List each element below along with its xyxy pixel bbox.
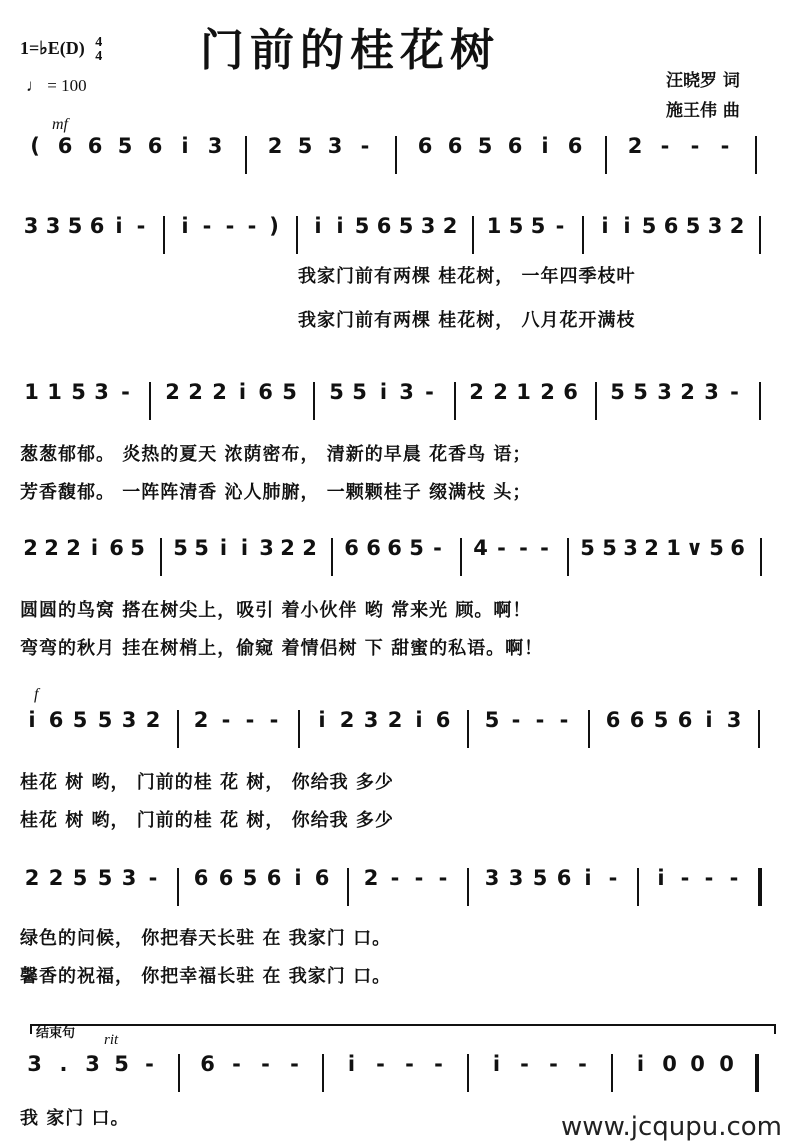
bar-line [758,868,762,906]
note: i [623,214,631,238]
note: - [578,1052,587,1076]
note: 6 [629,708,645,732]
note: 1 [516,380,531,404]
note: - [376,1052,385,1076]
note: 6 [147,134,163,158]
bar-line [467,1054,469,1092]
note: 5 [242,866,258,890]
note: - [519,536,528,560]
note: 5 [72,866,88,890]
note: i [240,536,249,560]
note: - [360,134,370,158]
note: 0 [662,1052,677,1076]
note: 6 [417,134,433,158]
notation-row [20,134,780,174]
note: 6 [258,380,273,404]
note: - [680,866,690,890]
bar-line [177,868,179,906]
note: 2 [302,536,317,560]
song-title: 门前的桂花树 [200,25,500,76]
ending-bracket [30,1024,776,1034]
note: - [405,1052,414,1076]
note: 6 [567,134,583,158]
note: 2 [729,214,745,238]
key-signature [20,36,102,64]
note: 5 [477,134,493,158]
note: 3 [121,866,137,890]
note: 3 [623,536,638,560]
ending-label: 结束句 [36,1026,76,1041]
lyric-line: 圆圆的鸟窝 搭在树尖上，吸引 着小伙伴 哟 常来光 顾。啊！ [20,600,532,621]
note: 2 [212,380,227,404]
note: 6 [663,214,679,238]
note: 2 [280,536,295,560]
notation-row [20,708,780,748]
tempo-mark: ♩ = 100 [26,76,87,95]
note: - [136,214,146,238]
note: 3 [726,708,742,732]
note: 6 [193,866,209,890]
dynamic-mf: mf [52,116,68,133]
note: 5 [409,536,424,560]
note: - [202,214,212,238]
bar-line [298,710,300,748]
note: 3 [207,134,223,158]
note: 3 [121,708,137,732]
note: 5 [532,866,548,890]
bar-line [472,216,474,254]
note: i [90,536,99,560]
watermark: www.jcqupu.com [561,1112,782,1142]
note: 3 [85,1052,100,1076]
note: - [145,1052,154,1076]
note: i [541,134,549,158]
note: - [535,708,545,732]
time-signature [95,36,102,64]
note: i [115,214,123,238]
note: 5 [354,214,370,238]
note: - [720,134,730,158]
lyric-line: 葱葱郁郁。 炎热的夏天 浓荫密布， 清新的早晨 花香鸟 语； [20,444,532,465]
note: - [433,536,442,560]
note: i [584,866,592,890]
note: 6 [314,866,330,890]
note: 5 [72,708,88,732]
note: 5 [508,214,524,238]
bar-line [347,868,349,906]
note: 0 [719,1052,734,1076]
lyric-line: 绿色的问候， 你把春天长驻 在 我家门 口。 [20,928,392,949]
note: i [28,708,36,732]
note: - [414,866,424,890]
bar-line [160,538,162,576]
note: 2 [44,536,59,560]
note: i [294,866,302,890]
note: 3 [707,214,723,238]
note: i [379,380,388,404]
note: 6 [109,536,124,560]
note: - [540,536,549,560]
note: 3 [363,708,379,732]
note: 5 [602,536,617,560]
note: 5 [641,214,657,238]
note: 1 [486,214,502,238]
note: 5 [194,536,209,560]
note: 5 [530,214,546,238]
note: 3 [27,1052,42,1076]
note: - [225,214,235,238]
lyric-line: 我家门前有两棵 桂花树， 一年四季枝叶 [298,266,636,287]
bar-line [467,710,469,748]
ritardando-mark: rit [104,1032,119,1048]
note: 2 [363,866,379,890]
note: i [219,536,228,560]
note: i [657,866,665,890]
note: 0 [690,1052,705,1076]
note: - [121,380,130,404]
notation-row [20,1052,780,1092]
note: 2 [193,708,209,732]
note: - [660,134,670,158]
bar-line [149,382,151,420]
note: 3 [657,380,672,404]
lyric-line: 我 家门 口。 [20,1108,130,1129]
note: 2 [66,536,81,560]
note: 3 [45,214,61,238]
note: 5 [117,134,133,158]
bar-line [637,868,639,906]
note: - [555,214,565,238]
lyric-line: 芳香馥郁。 一阵阵清香 沁人肺腑， 一颗颗桂子 缀满枝 头； [20,482,532,503]
note: - [608,866,618,890]
note: 2 [145,708,161,732]
note: 6 [730,536,745,560]
note: 5 [282,380,297,404]
meter-bottom: 4 [95,49,103,64]
note: 6 [507,134,523,158]
note: 6 [376,214,392,238]
note: 1 [24,380,39,404]
note: 2 [627,134,643,158]
note: 2 [442,214,458,238]
lyric-line: 弯弯的秋月 挂在树梢上，偷窥 着情侣树 下 甜蜜的私语。啊！ [20,638,544,659]
meter-top: 4 [95,35,103,50]
bar-line [245,136,247,174]
note: ( [30,134,40,158]
note: 6 [48,708,64,732]
note: 1 [666,536,681,560]
note: 3 [94,380,109,404]
note: 6 [344,536,359,560]
note: 5 [484,708,500,732]
bar-line [460,538,462,576]
note: 5 [97,708,113,732]
note: 6 [87,134,103,158]
note: 3 [23,214,39,238]
note: 6 [435,708,451,732]
note: 3 [420,214,436,238]
note: 5 [297,134,313,158]
bar-line [759,216,761,254]
note: 2 [493,380,508,404]
dynamic-f: f [34,686,39,703]
note: - [730,380,739,404]
note: i [492,1052,501,1076]
lyric-line: 馨香的祝福， 你把幸福长驻 在 我家门 口。 [20,966,392,987]
note: - [245,708,255,732]
bar-line [322,1054,324,1092]
bar-line [296,216,298,254]
note: - [247,214,257,238]
bar-line [567,538,569,576]
note: ) [269,214,279,238]
note: 3 [508,866,524,890]
note: 2 [188,380,203,404]
note: 6 [605,708,621,732]
note: - [520,1052,529,1076]
note: 2 [339,708,355,732]
lyric-line: 我家门前有两棵 桂花树， 八月花开满枝 [298,310,636,331]
note: 6 [200,1052,215,1076]
note: 5 [130,536,145,560]
key-text: 1=♭E(D) [20,38,85,59]
note: 6 [89,214,105,238]
note: 3 [399,380,414,404]
bar-line [331,538,333,576]
note: 5 [114,1052,129,1076]
notation-row [20,866,780,906]
note: - [438,866,448,890]
note: 3 [484,866,500,890]
note: 5 [67,214,83,238]
note: 6 [57,134,73,158]
bar-line [588,710,590,748]
note: . [59,1052,68,1076]
note: - [559,708,569,732]
lyric-line: 桂花 树 哟， 门前的桂 花 树， 你给我 多少 [20,772,394,793]
note: - [690,134,700,158]
note: 5 [653,708,669,732]
note: - [269,708,279,732]
note: - [261,1052,270,1076]
note: 6 [447,134,463,158]
note: 4 [473,536,488,560]
note: i [314,214,322,238]
note: - [729,866,739,890]
note: 5 [709,536,724,560]
note: - [425,380,434,404]
note: 6 [563,380,578,404]
note: i [336,214,344,238]
bar-line [759,382,761,420]
bar-line [313,382,315,420]
note: 5 [97,866,113,890]
bar-line [758,710,760,748]
note: 3 [704,380,719,404]
note: 6 [387,536,402,560]
composer-credit: 施王伟 曲 [666,101,740,121]
note: i [318,708,326,732]
bar-line [755,136,757,174]
note: - [704,866,714,890]
bar-line [595,382,597,420]
note: 5 [398,214,414,238]
note: 5 [352,380,367,404]
note: 6 [556,866,572,890]
note: 5 [71,380,86,404]
note: - [390,866,400,890]
lyric-line: 桂花 树 哟， 门前的桂 花 树， 你给我 多少 [20,810,394,831]
note: 5 [610,380,625,404]
notation-row [20,214,780,254]
note: i [705,708,713,732]
note: - [232,1052,241,1076]
note: i [601,214,609,238]
note: 2 [644,536,659,560]
note: - [434,1052,443,1076]
note: 2 [540,380,555,404]
bar-line [454,382,456,420]
note: 5 [580,536,595,560]
note: 5 [329,380,344,404]
note: 1 [47,380,62,404]
note: 6 [677,708,693,732]
note: 2 [165,380,180,404]
note: 2 [48,866,64,890]
bar-line [760,538,762,576]
note: 6 [366,536,381,560]
note: 3 [259,536,274,560]
note: - [549,1052,558,1076]
notation-row [20,380,780,420]
note: - [511,708,521,732]
note: i [636,1052,645,1076]
note: 5 [633,380,648,404]
note: 2 [267,134,283,158]
note: 2 [387,708,403,732]
note: 5 [173,536,188,560]
note: - [221,708,231,732]
note: i [181,134,189,158]
bar-line [178,1054,180,1092]
bar-line [611,1054,613,1092]
note: - [290,1052,299,1076]
note: ∨ [685,536,704,560]
note: i [238,380,247,404]
note: 2 [680,380,695,404]
note: 3 [327,134,343,158]
bar-line [582,216,584,254]
lyricist-credit: 汪晓罗 词 [666,71,740,91]
bar-line [163,216,165,254]
note: 6 [218,866,234,890]
note: 5 [685,214,701,238]
note: 2 [23,536,38,560]
bar-line [467,868,469,906]
note: 2 [469,380,484,404]
bar-line [755,1054,759,1092]
note: i [181,214,189,238]
note: i [347,1052,356,1076]
note: 6 [266,866,282,890]
bar-line [177,710,179,748]
note: 2 [24,866,40,890]
note: - [148,866,158,890]
note: - [497,536,506,560]
notation-row [20,536,780,576]
bar-line [395,136,397,174]
bar-line [605,136,607,174]
note: i [415,708,423,732]
